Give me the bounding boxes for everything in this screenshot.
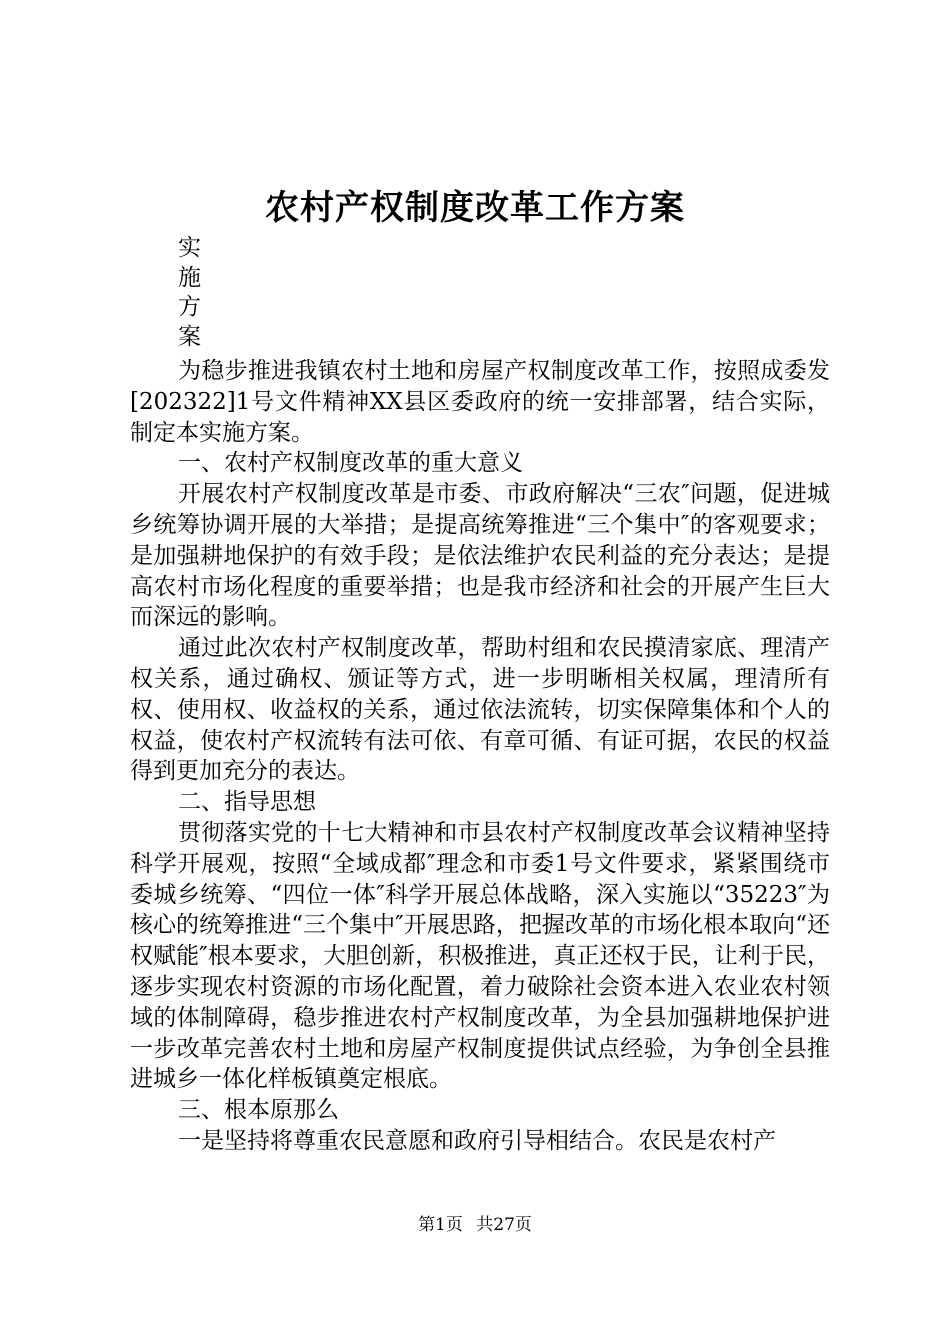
page-footer xyxy=(0,1213,950,1237)
section-heading-guiding-thought: 二、指导思想 xyxy=(178,789,316,816)
vertical-char: 案 xyxy=(178,323,201,350)
body-paragraph: 一是坚持将尊重农民意愿和政府引导相结合。农民是农村产 xyxy=(178,1127,776,1154)
vertical-char: 实 xyxy=(178,235,201,261)
body-paragraph: 开展农村产权制度改革是市委、市政府解决“三农″问题，促进城乡统筹协调开展的大举措；是提高统筹推进“三个集中″的客观要求；是加强耕地保护的有效手段；是依法维护农民利益的充分表达；是提高农村市场化程度的重要举措；也是我市经济和社会的开展产生巨大而深远的影响。 xyxy=(130,481,830,631)
vertical-char: 施 xyxy=(178,264,201,291)
document-title: 农村产权制度改革工作方案 xyxy=(265,188,685,228)
body-paragraph: 贯彻落实党的十七大精神和市县农村产权制度改革会议精神坚持科学开展观，按照“全域成都″理念和市委1号文件要求，紧紧围绕市委城乡统筹、“四位一体″科学开展总体战略，深入实施以“35223″为核心的统筹推进“三个集中″开展思路，把握改革的市场化根本取向“还权赋能″根本要求，大胆创新，积极推进，真正还权于民，让利于民，逐步实现农村资源的市场化配置，着力破除社会资本进入农业农村领域的体制障碍，稳步推进农村产权制度改革，为全县加强耕地保护进一步改革完善农村土地和房屋产权制度提供试点经验，为争创全县推进城乡一体化样板镇奠定根底。 xyxy=(130,819,830,1093)
intro-paragraph: 为稳步推进我镇农村土地和房屋产权制度改革工作，按照成委发[202322]1号文件精神XX县区委政府的统一安排部署，结合实际，制定本实施方案。 xyxy=(130,358,830,446)
document-body xyxy=(130,356,830,1157)
page-total: 共27页 xyxy=(476,1215,532,1235)
vertical-subtitle xyxy=(178,234,208,352)
page-number: 第1页 xyxy=(418,1215,463,1235)
section-heading-significance: 一、农村产权制度改革的重大意义 xyxy=(178,450,523,477)
body-paragraph: 通过此次农村产权制度改革，帮助村组和农民摸清家底、理清产权关系，通过确权、颁证等方式，进一步明晰相关权属，理清所有权、使用权、收益权的关系，通过依法流转，切实保障集体和个人的权益，使农村产权流转有法可依、有章可循、有证可据，农民的权益得到更加充分的表达。 xyxy=(130,635,830,785)
section-heading-principles: 三、根本原那么 xyxy=(178,1097,339,1124)
vertical-char: 方 xyxy=(178,294,201,320)
